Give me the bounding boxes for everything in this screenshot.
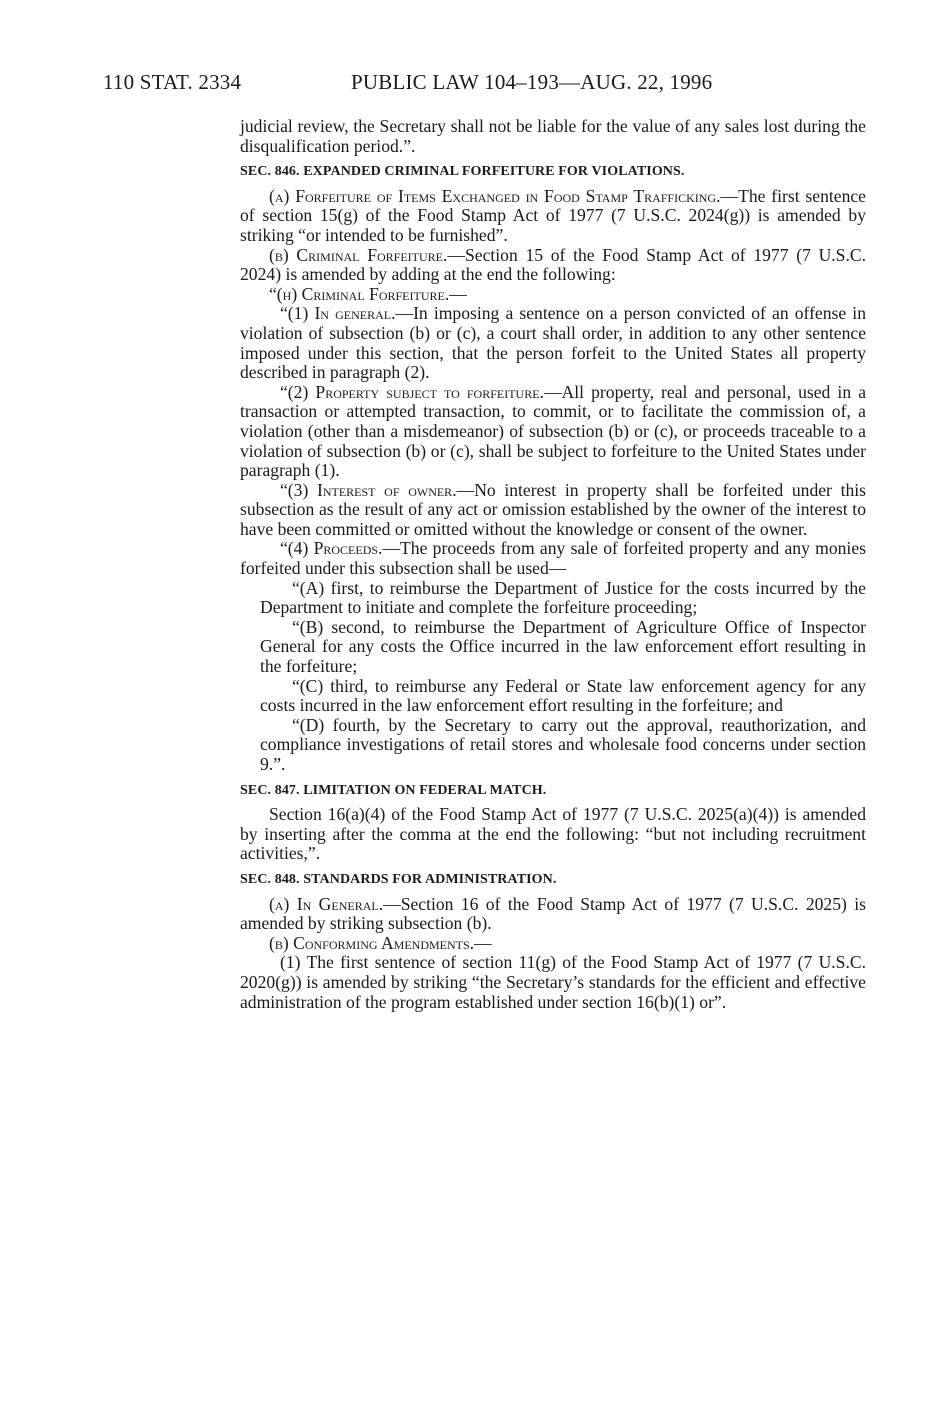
inserted-subsection-h — [240, 285, 866, 305]
subsection-text: The first sentence of section 15(g) of the Food Stamp Act of 1977 (7 U.S.C. 2024(g)) is amended by striking “or intended to be furnished”. — [240, 185, 866, 245]
section-847-heading: SEC. 847. LIMITATION ON FEDERAL MATCH. — [240, 782, 547, 798]
paragraph-text: The proceeds from any sale of forfeited property and any monies forfeited under this subsection shall be used— — [240, 538, 866, 579]
paragraph-1 — [240, 304, 866, 382]
paragraph-3 — [240, 481, 866, 540]
subsection-text: Section 16 of the Food Stamp Act of 1977 (7 U.S.C. 2025) is amended by striking subsection (b). — [240, 893, 866, 934]
paragraph-4 — [240, 539, 866, 578]
paragraph-text: All property, real and personal, used in a transaction or attempted transaction, to commit, or to facilitate the commission of, a violation (other than a misdemeanor) of subsection (b) or (c), or proceeds traceable to a violation of subsection (b) or (c), shall be subject to forfeiture to the United States under paragraph (1). — [240, 381, 867, 481]
subsection-heading: (a) Forfeiture of Items Exchanged in Food Stamp Trafficking.— — [269, 185, 739, 206]
public-law-citation: PUBLIC LAW 104–193—AUG. 22, 1996 — [351, 70, 713, 94]
paragraph-heading: “(4) Proceeds.— — [280, 538, 401, 559]
subsection-heading: “(h) Criminal Forfeiture.— — [269, 283, 467, 304]
subparagraph-c: “(C) third, to reimburse any Federal or State law enforcement agency for any costs incurred in the law enforcement effort resulting in the forfeiture; and — [260, 675, 866, 716]
subsection-heading: (b) Conforming Amendments.— — [269, 932, 492, 953]
paragraph-text: In imposing a sentence on a person convicted of an offense in violation of subsection (b) or (c), a court shall order, in addition to any other sentence imposed under this section, that the person forfeit to the United States all property described in paragraph (2). — [240, 303, 866, 383]
section-848-heading: SEC. 848. STANDARDS FOR ADMINISTRATION. — [240, 871, 557, 887]
subparagraph-b: “(B) second, to reimburse the Department of Agriculture Office of Inspector General for any costs the Office incurred in the law enforcement effort resulting in the forfeiture; — [260, 616, 866, 677]
paragraph-heading: “(1) In general.— — [280, 303, 414, 324]
stat-page-number: 110 STAT. 2334 — [103, 70, 242, 94]
subsection-heading: (b) Criminal Forfeiture.— — [269, 244, 465, 265]
subsection-846-b — [240, 246, 866, 285]
section-846-heading: SEC. 846. EXPANDED CRIMINAL FORFEITURE FOR VIOLATIONS. — [240, 164, 685, 180]
subsection-heading: (a) In General.— — [269, 893, 401, 914]
subsection-848-b — [240, 934, 866, 954]
section-847-text: Section 16(a)(4) of the Food Stamp Act of 1977 (7 U.S.C. 2025(a)(4)) is amended by inserting after the comma at the end the following: “but not including recruitment activities,”. — [240, 804, 866, 864]
subparagraph-a: “(A) first, to reimburse the Department of Justice for the costs incurred by the Department to initiate and complete the forfeiture proceeding; — [260, 577, 866, 618]
paragraph-2 — [240, 383, 866, 481]
paragraph-text: No interest in property shall be forfeited under this subsection as the result of any act or omission established by the owner of the interest to have been committed or omitted without the knowledge or consent of the owner. — [240, 479, 866, 539]
document-body — [240, 117, 866, 1012]
paragraph-848-b-1: (1) The first sentence of section 11(g) of the Food Stamp Act of 1977 (7 U.S.C. 2020(g)) is amended by striking “the Secretary’s standards for the efficient and effective administration of the program established under section 16(b)(1) or”. — [240, 952, 866, 1012]
subparagraph-d: “(D) fourth, by the Secretary to carry out the approval, reauthorization, and compliance investigations of retail stores and wholesale food concerns under section 9.”. — [260, 714, 866, 774]
subsection-848-a — [240, 895, 866, 934]
paragraph-heading: “(2) Property subject to forfeiture.— — [280, 381, 562, 402]
subsection-846-a — [240, 187, 866, 246]
continued-paragraph: judicial review, the Secretary shall not be liable for the value of any sales lost during the disqualification period.”. — [240, 116, 866, 156]
paragraph-heading: “(3) Interest of owner.— — [280, 479, 475, 500]
subsection-text: Section 15 of the Food Stamp Act of 1977 (7 U.S.C. 2024) is amended by adding at the end the following: — [240, 244, 866, 285]
